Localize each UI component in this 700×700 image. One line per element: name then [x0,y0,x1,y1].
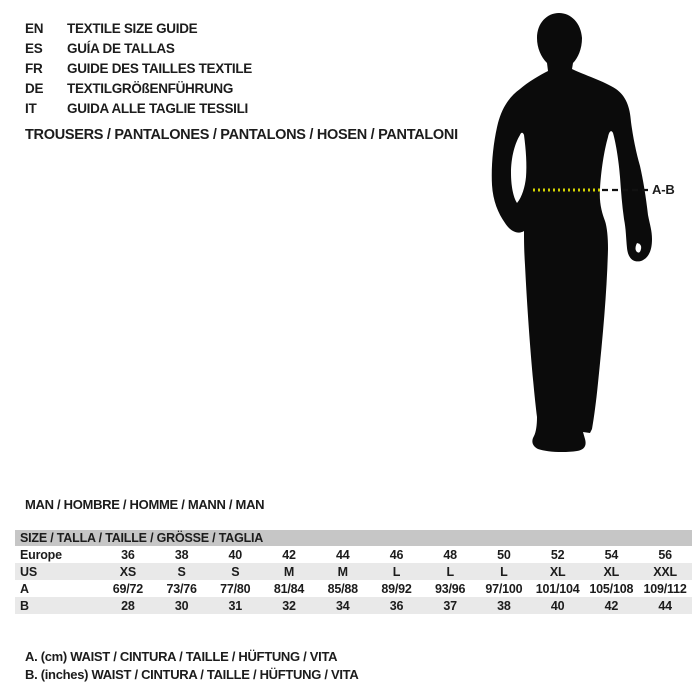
table-row-b-inches [15,597,692,614]
table-header-row [15,530,692,546]
table-cell: 44 [335,547,350,562]
man-silhouette [480,5,700,460]
table-cell: 28 [101,597,155,614]
waist-measure-label: A-B [652,182,675,197]
language-code: DE [25,81,44,96]
size-table-header: SIZE / TALLA / TAILLE / GRÖSSE / TAGLIA [15,530,692,546]
table-cell: S [208,563,262,580]
table-cell: 40 [228,547,243,562]
table-cell: 101/104 [535,581,580,596]
table-cell: XL [584,563,638,580]
size-table [15,530,692,614]
table-cell: 40 [531,597,585,614]
table-cell: 32 [262,597,316,614]
measure-legend [25,648,358,684]
language-label: GUÍA DE TALLAS [67,41,175,56]
language-label: GUIDA ALLE TAGLIE TESSILI [67,101,248,116]
table-cell: XL [531,563,585,580]
table-cell: 44 [638,597,692,614]
language-code: IT [25,101,37,116]
table-row-us [15,563,692,580]
language-row [25,39,252,59]
language-row [25,19,252,39]
table-cell: 52 [550,547,565,562]
table-row-europe [15,546,692,563]
table-cell: 50 [497,547,511,562]
table-cell: 42 [584,597,638,614]
table-cell: 85/88 [327,581,358,596]
row-label: US [15,563,101,580]
table-cell: L [370,563,424,580]
table-cell: 42 [282,547,296,562]
table-cell: 109/112 [643,581,687,596]
table-cell: 97/100 [485,581,523,596]
table-cell: XXL [638,563,692,580]
section-title: MAN / HOMBRE / HOMME / MANN / MAN [25,497,265,512]
table-cell: L [423,563,477,580]
row-label: B [15,597,101,614]
table-cell: 69/72 [112,581,143,596]
table-cell: S [155,563,209,580]
table-cell: 38 [174,547,189,562]
language-row [25,59,252,79]
table-cell: 46 [389,547,404,562]
row-label: A [20,581,29,596]
legend-line-a: A. (cm) WAIST / CINTURA / TAILLE / HÜFTUNG / VITA [25,649,338,664]
table-cell: M [316,563,370,580]
table-cell: L [477,563,531,580]
table-cell: 105/108 [589,581,634,596]
language-list [25,19,252,119]
language-row [25,99,252,119]
table-cell: 48 [443,547,457,562]
table-cell: 37 [423,597,477,614]
category-title: TROUSERS / PANTALONES / PANTALONS / HOSEN / PANTALONI [25,127,458,143]
table-cell: 77/80 [220,581,251,596]
language-code: FR [25,61,43,76]
table-cell: XS [101,563,155,580]
table-cell: 34 [316,597,370,614]
table-cell: 54 [604,547,619,562]
table-cell: 30 [155,597,209,614]
table-cell: 73/76 [166,581,197,596]
table-cell: 93/96 [435,581,466,596]
language-label: TEXTILGRÖßENFÜHRUNG [67,81,234,96]
table-cell: 38 [477,597,531,614]
language-label: GUIDE DES TAILLES TEXTILE [67,61,253,76]
table-cell: 31 [208,597,262,614]
table-cell: M [262,563,316,580]
table-cell: 81/84 [273,581,305,596]
table-cell: 56 [658,547,672,562]
language-code: EN [25,21,44,36]
language-code: ES [25,41,43,56]
row-label: Europe [20,547,62,562]
silhouette-body [492,13,652,452]
legend-line-b: B. (inches) WAIST / CINTURA / TAILLE / HÜFTUNG / VITA [25,667,359,682]
table-cell: 36 [370,597,424,614]
language-row [25,79,252,99]
table-row-a-cm [15,580,692,597]
language-label: TEXTILE SIZE GUIDE [67,21,198,36]
table-cell: 89/92 [381,581,412,596]
table-cell: 36 [121,547,135,562]
